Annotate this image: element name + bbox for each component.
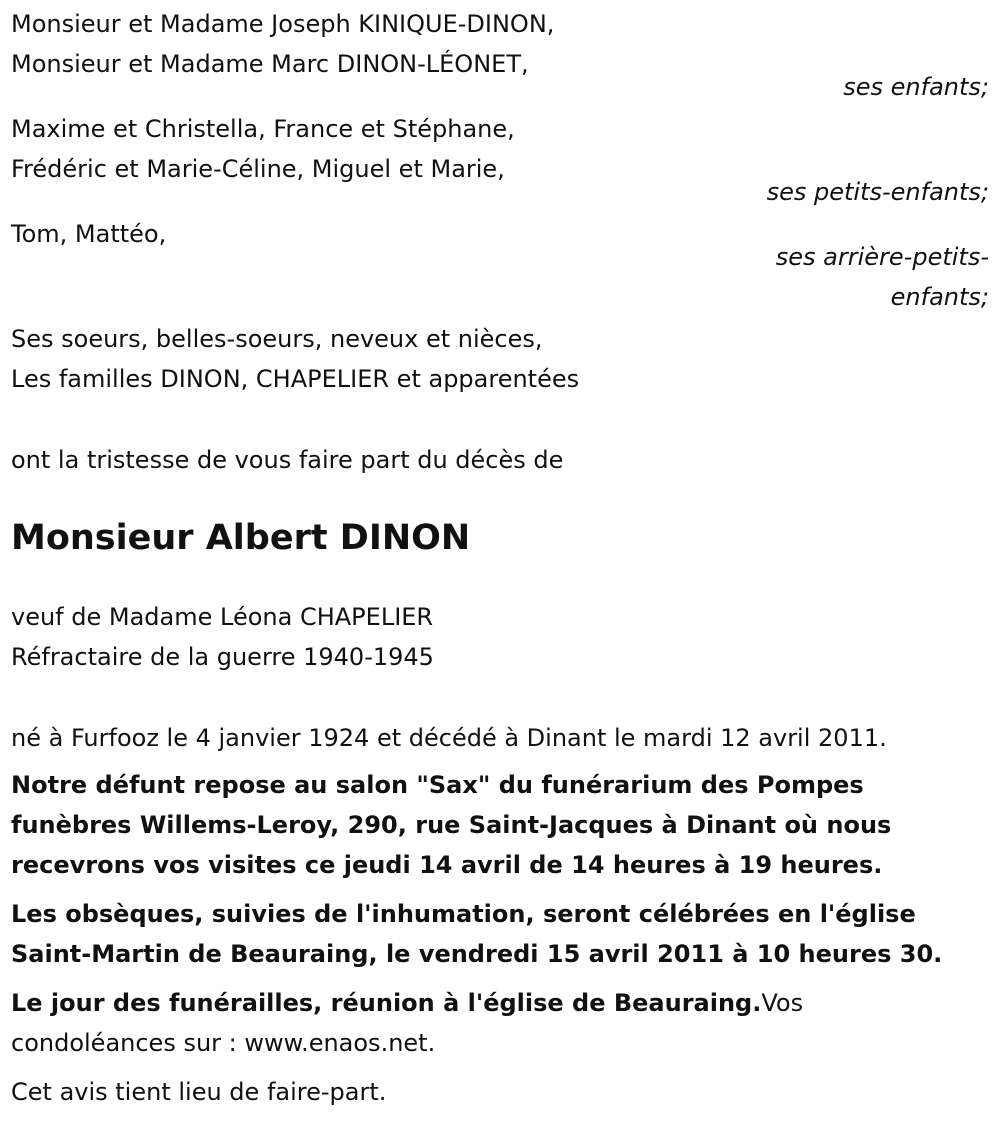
- deceased-detail-widow: veuf de Madame Léona CHAPELIER: [11, 603, 434, 631]
- funeral-info-paragraph: [11, 894, 991, 974]
- deceased-detail-war: Réfractaire de la guerre 1940-1945: [11, 643, 434, 671]
- others-line-2: Les familles DINON, CHAPELIER et apparentées: [11, 365, 580, 393]
- condolences-line-1: [11, 983, 991, 1023]
- birth-death-dates: né à Furfooz le 4 janvier 1924 et décédé à Dinant le mardi 12 avril 2011.: [11, 724, 887, 752]
- closing-note: Cet avis tient lieu de faire-part.: [11, 1078, 387, 1106]
- rest-info-line-3: recevrons vos visites ce jeudi 14 avril de 14 heures à 19 heures.: [11, 851, 883, 879]
- announcement-text: ont la tristesse de vous faire part du décès de: [11, 446, 564, 474]
- condolences-line-2: condoléances sur : www.enaos.net.: [11, 1029, 436, 1057]
- rest-info-paragraph: [11, 765, 991, 885]
- great-grandchildren-label-2: enfants;: [890, 283, 989, 311]
- condolences-paragraph: [11, 983, 991, 1063]
- obituary-notice: [11, 4, 991, 1112]
- child-line-2: Monsieur et Madame Marc DINON-LÉONET,: [11, 50, 529, 78]
- grandchild-line-2: Frédéric et Marie-Céline, Miguel et Marie,: [11, 155, 505, 183]
- others-line-1: Ses soeurs, belles-soeurs, neveux et nièces,: [11, 325, 543, 353]
- meeting-info: Le jour des funérailles, réunion à l'église de Beauraing.: [11, 989, 762, 1017]
- funeral-info-line-1: Les obsèques, suivies de l'inhumation, seront célébrées en l'église: [11, 900, 916, 928]
- grandchildren-label: ses petits-enfants;: [766, 178, 989, 206]
- funeral-info-line-2: Saint-Martin de Beauraing, le vendredi 15 avril 2011 à 10 heures 30.: [11, 940, 943, 968]
- great-grandchildren-line: Tom, Mattéo,: [11, 220, 167, 248]
- children-label: ses enfants;: [843, 73, 989, 101]
- deceased-name: Monsieur Albert DINON: [11, 518, 471, 558]
- child-line-1: Monsieur et Madame Joseph KINIQUE-DINON,: [11, 10, 555, 38]
- rest-info-line-1: Notre défunt repose au salon "Sax" du funérarium des Pompes: [11, 771, 864, 799]
- great-grandchildren-label-1: ses arrière-petits-: [775, 243, 989, 271]
- grandchild-line-1: Maxime et Christella, France et Stéphane,: [11, 115, 515, 143]
- condolences-start: Vos: [761, 989, 804, 1017]
- rest-info-line-2: funèbres Willems-Leroy, 290, rue Saint-Jacques à Dinant où nous: [11, 811, 892, 839]
